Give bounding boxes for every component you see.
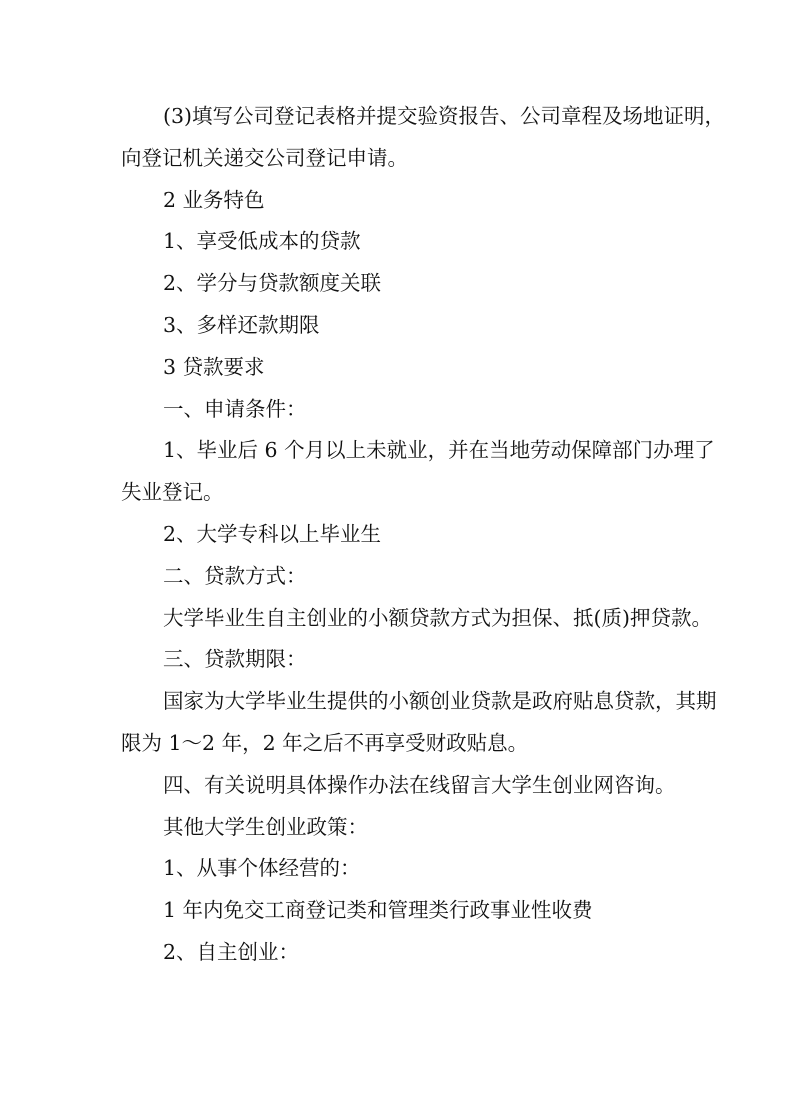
text-line: 大学毕业生自主创业的小额贷款方式为担保、抵(质)押贷款。 (163, 605, 712, 630)
text-line: 2 业务特色 (163, 187, 265, 212)
text-line: 三、贷款期限： (163, 647, 307, 672)
text-line: 向登记机关递交公司登记申请。 (121, 145, 408, 170)
text-line: 失业登记。 (121, 480, 224, 505)
text-line: 限为 1～2 年，2 年之后不再享受财政贴息。 (121, 731, 529, 755)
text-line: 二、贷款方式： (163, 563, 307, 588)
text-line: 其他大学生创业政策： (163, 814, 368, 839)
text-line: 3 贷款要求 (163, 354, 265, 379)
text-line: (3)填写公司登记表格并提交验资报告、公司章程及场地证明， (163, 104, 726, 128)
text-line: 四、有关说明具体操作办法在线留言大学生创业网咨询。 (163, 772, 676, 797)
text-line: 国家为大学毕业生提供的小额创业贷款是政府贴息贷款，其期 (163, 689, 717, 714)
text-line: 1、从事个体经营的： (163, 856, 361, 881)
text-line: 1、享受低成本的贷款 (163, 229, 361, 254)
text-line: 一、申请条件： (163, 396, 307, 421)
text-line: 2、大学专科以上毕业生 (163, 522, 382, 546)
text-line: 2、自主创业： (163, 940, 300, 964)
text-line: 1 年内免交工商登记类和管理类行政事业性收费 (163, 898, 593, 923)
text-line: 3、多样还款期限 (163, 313, 320, 337)
text-line: 2、学分与贷款额度关联 (163, 271, 382, 296)
text-line: 1、毕业后 6 个月以上未就业，并在当地劳动保障部门办理了 (163, 438, 715, 463)
